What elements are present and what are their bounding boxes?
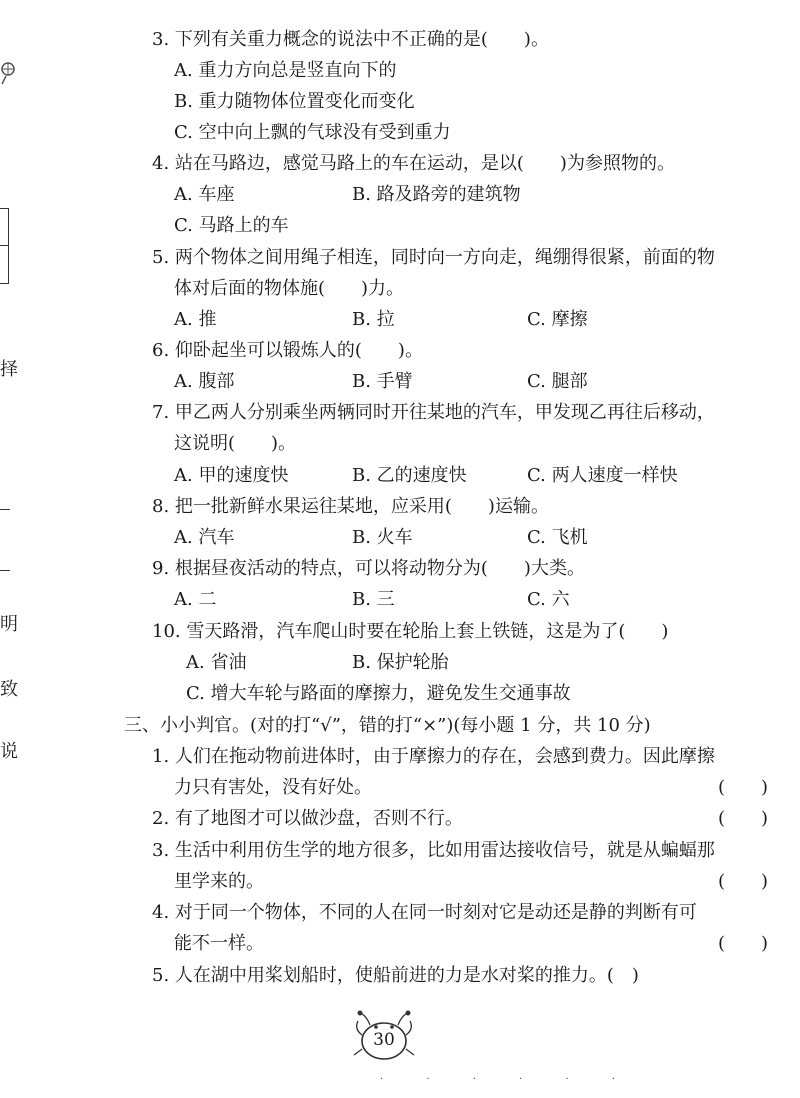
question-3-option-a: A. 重力方向总是竖直向下的	[174, 60, 397, 81]
judgement-4-line-2: 能不一样。	[174, 933, 264, 954]
question-3-option-c: C. 空中向上飘的气球没有受到重力	[174, 122, 451, 143]
judgement-1-answer-blank[interactable]: ( )	[718, 777, 769, 798]
question-9-option-a: A. 二	[174, 589, 217, 610]
question-3-option-b: B. 重力随物体位置变化而变化	[174, 91, 415, 112]
question-4-option-c: C. 马路上的车	[174, 215, 289, 236]
question-4-stem: 4. 站在马路边，感觉马路上的车在运动，是以( )为参照物的。	[152, 153, 675, 174]
question-7-option-b: B. 乙的速度快	[352, 465, 467, 486]
question-4-option-a: A. 车座	[174, 184, 235, 205]
question-7-stem-cont: 这说明( )。	[174, 433, 297, 454]
margin-char: 致	[0, 679, 18, 700]
judgement-3-line-1: 3. 生活中利用仿生学的地方很多，比如用雷达接收信号，就是从蝙蝠那	[152, 840, 715, 861]
margin-rule	[0, 570, 10, 571]
judgement-2-answer-blank[interactable]: ( )	[718, 808, 769, 829]
judgement-2-line-1: 2. 有了地图才可以做沙盘，否则不行。	[152, 808, 463, 829]
question-7-option-a: A. 甲的速度快	[174, 465, 289, 486]
footer-dots: · · · · · ·	[380, 1074, 635, 1085]
question-7-stem: 7. 甲乙两人分别乘坐两辆同时开往某地的汽车，甲发现乙再往后移动，	[152, 402, 715, 423]
question-8-option-b: B. 火车	[352, 527, 413, 548]
question-5-option-a: A. 推	[174, 309, 217, 330]
question-8-stem: 8. 把一批新鲜水果运往某地，应采用( )运输。	[152, 496, 549, 517]
margin-ornament-icon	[0, 60, 22, 86]
margin-box	[0, 208, 9, 284]
question-5-option-b: B. 拉	[352, 309, 395, 330]
question-6-option-c: C. 腿部	[527, 371, 588, 392]
question-9-option-b: B. 三	[352, 589, 395, 610]
question-9-stem: 9. 根据昼夜活动的特点，可以将动物分为( )大类。	[152, 558, 585, 579]
judgement-1-line-1: 1. 人们在拖动物前进体时，由于摩擦力的存在，会感到费力。因此摩擦	[152, 746, 715, 767]
question-3-stem: 3. 下列有关重力概念的说法中不正确的是( )。	[152, 29, 549, 50]
judgement-3-line-2: 里学来的。	[174, 871, 264, 892]
judgement-4-answer-blank[interactable]: ( )	[718, 933, 769, 954]
question-10-option-a: A. 省油	[186, 652, 247, 673]
judgement-1-line-2: 力只有害处，没有好处。	[174, 777, 372, 798]
question-8-option-a: A. 汽车	[174, 527, 235, 548]
question-6-option-a: A. 腹部	[174, 371, 235, 392]
margin-char: 明	[0, 614, 18, 635]
section-3-heading: 三、小小判官。(对的打“√”，错的打“×”)(每小题 1 分，共 10 分)	[124, 715, 651, 736]
page-number: 30	[373, 1030, 395, 1050]
margin-char: 说	[0, 741, 18, 762]
judgement-5-line-1: 5. 人在湖中用桨划船时，使船前进的力是水对桨的推力。( )	[152, 965, 639, 986]
question-9-option-c: C. 六	[527, 589, 570, 610]
question-8-option-c: C. 飞机	[527, 527, 588, 548]
judgement-4-line-1: 4. 对于同一个物体，不同的人在同一时刻对它是动还是静的判断有可	[152, 902, 697, 923]
question-10-option-c: C. 增大车轮与路面的摩擦力，避免发生交通事故	[186, 683, 571, 704]
question-7-option-c: C. 两人速度一样快	[527, 465, 678, 486]
question-5-stem: 5. 两个物体之间用绳子相连，同时向一方向走，绳绷得很紧，前面的物	[152, 247, 715, 268]
question-4-option-b: B. 路及路旁的建筑物	[352, 184, 521, 205]
question-6-stem: 6. 仰卧起坐可以锻炼人的( )。	[152, 340, 423, 361]
question-10-stem: 10. 雪天路滑，汽车爬山时要在轮胎上套上铁链，这是为了( )	[152, 621, 669, 642]
question-6-option-b: B. 手臂	[352, 371, 413, 392]
question-5-stem-cont: 体对后面的物体施( )力。	[174, 278, 405, 299]
margin-char: 择	[0, 359, 18, 380]
judgement-3-answer-blank[interactable]: ( )	[718, 871, 769, 892]
question-5-option-c: C. 摩擦	[527, 309, 588, 330]
margin-rule	[0, 509, 10, 510]
question-10-option-b: B. 保护轮胎	[352, 652, 449, 673]
